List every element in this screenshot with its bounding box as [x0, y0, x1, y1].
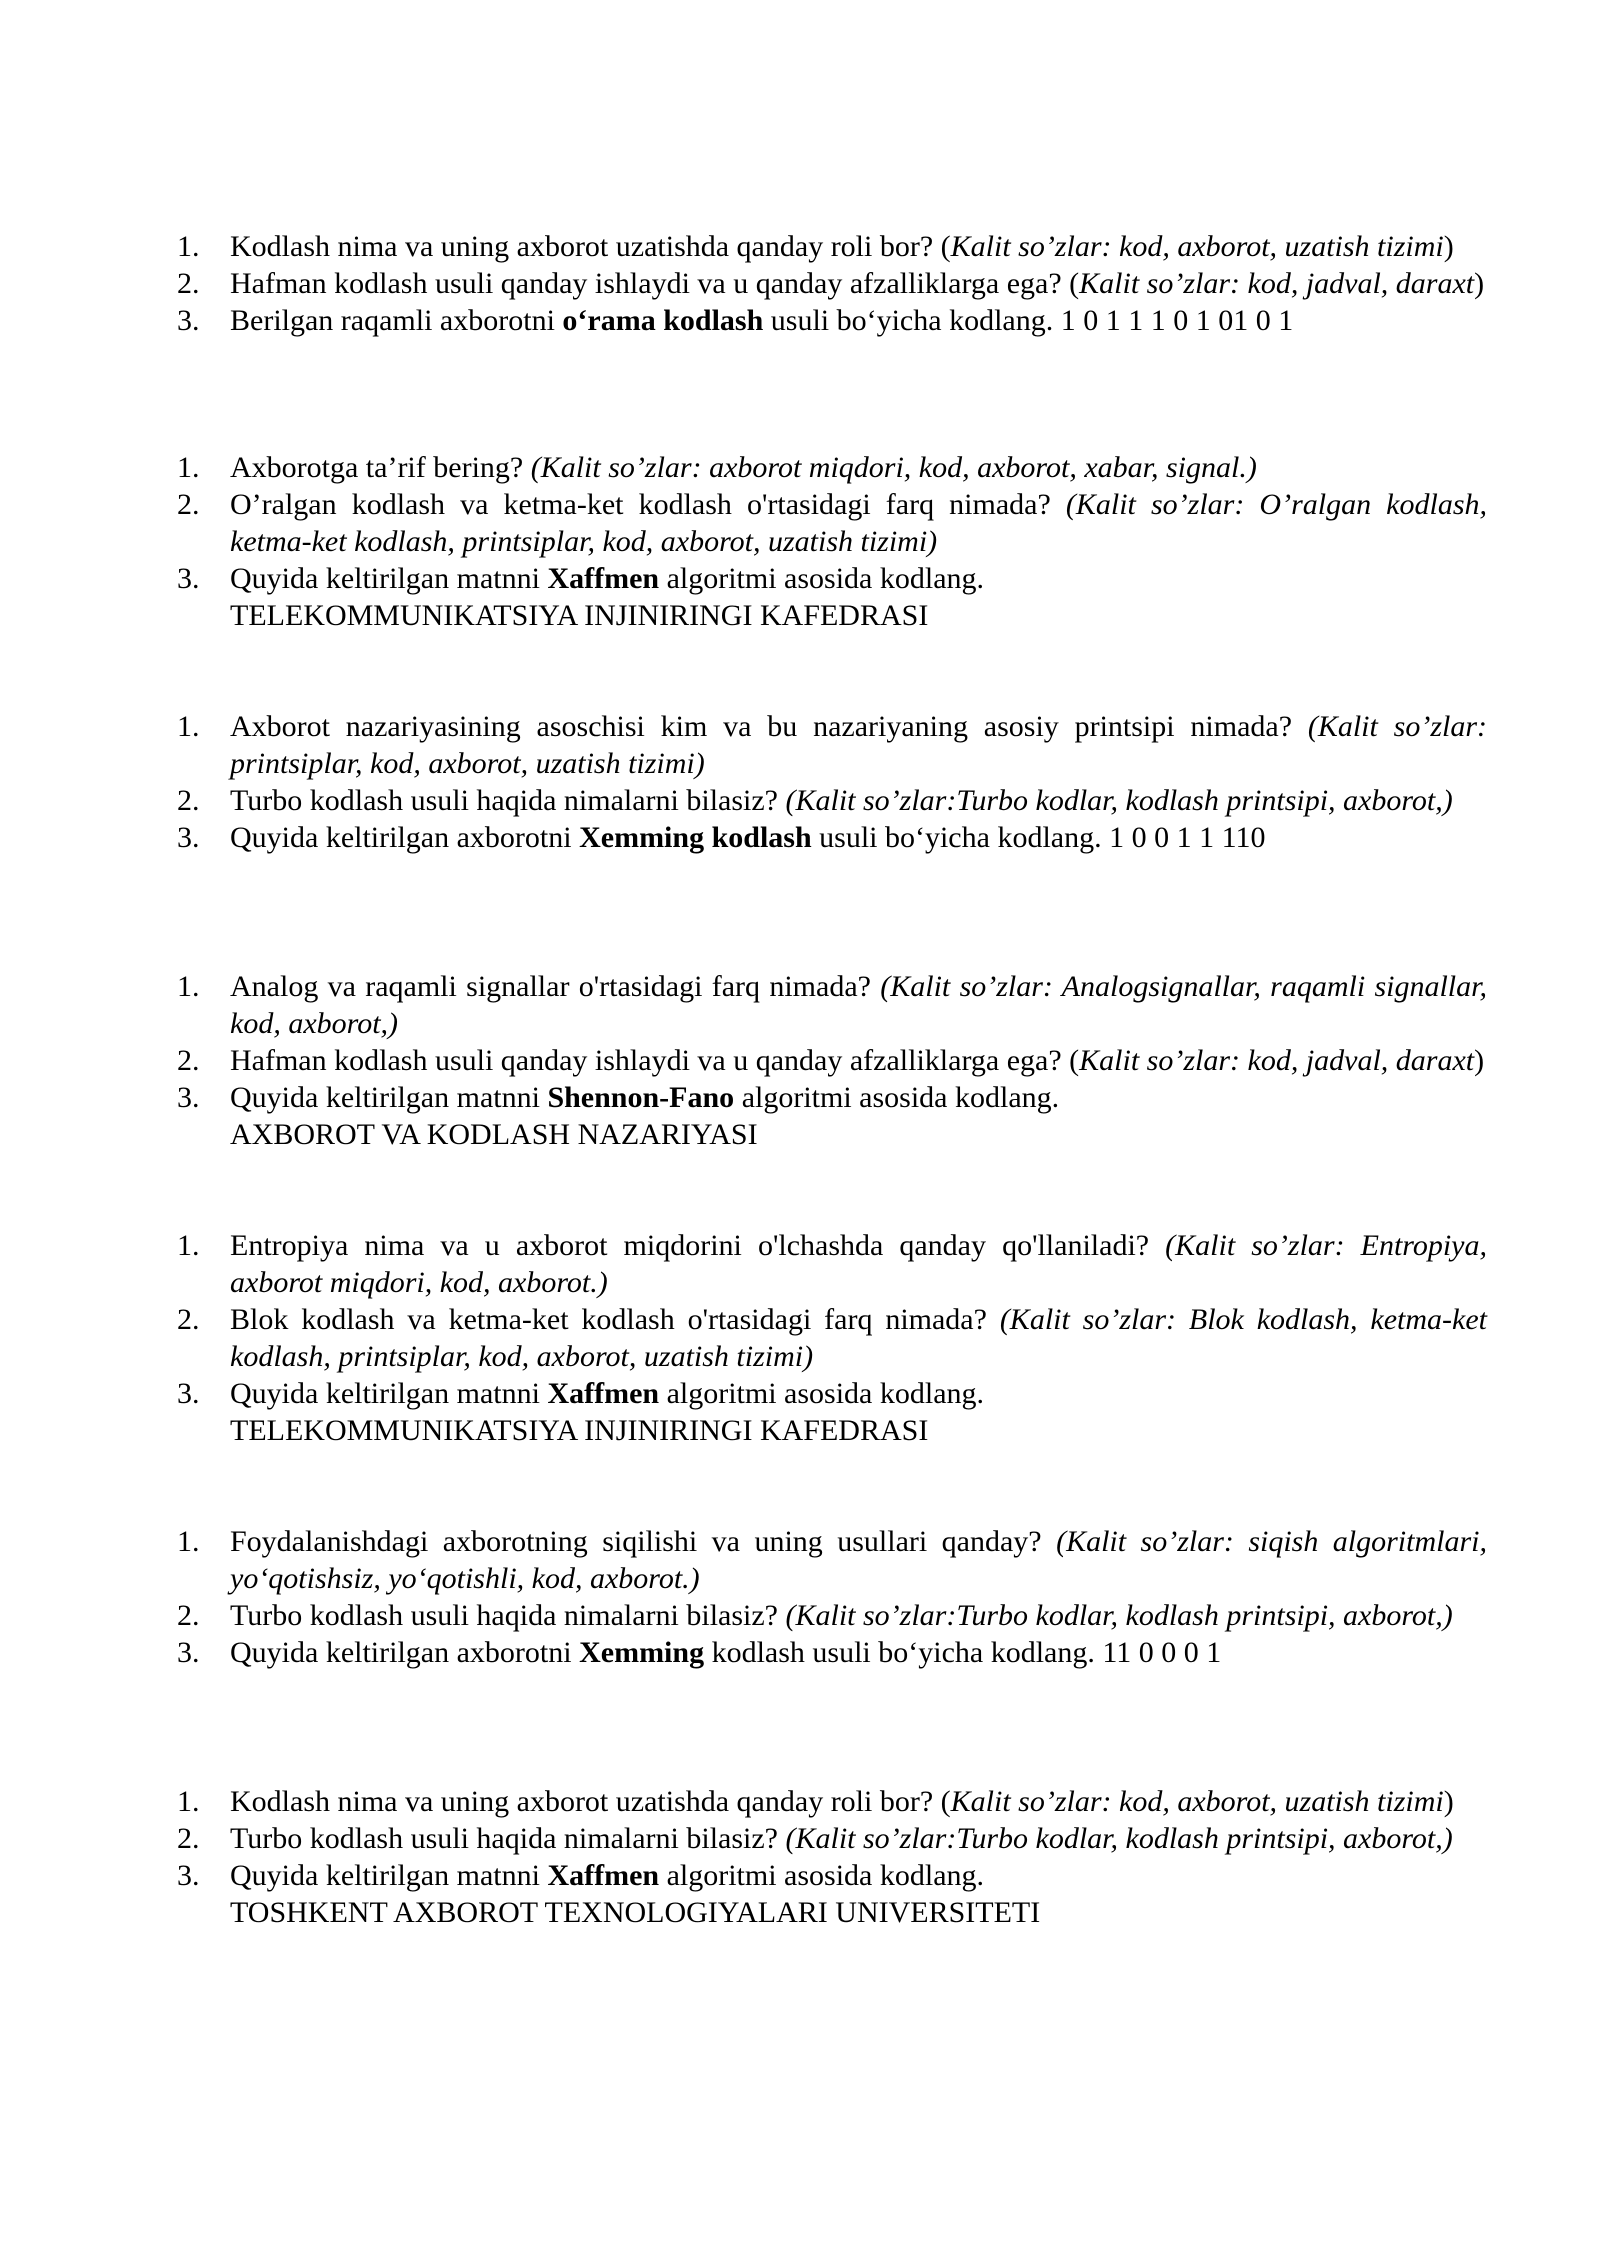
- question-item: [177, 1597, 1487, 1634]
- question-text: Quyida keltirilgan matnni Xaffmen algoritmi asosida kodlang.: [230, 562, 985, 595]
- question-text: O’ralgan kodlash va ketma-ket kodlash o'rtasidagi farq nimada? (Kalit so’zlar: O’ralgan kodlash, ketma-ket kodlash, printsiplar, kod, axborot, uzatish tizimi): [230, 488, 1488, 558]
- question-number: 1.: [177, 970, 200, 1003]
- question-text: Turbo kodlash usuli haqida nimalarni bilasiz? (Kalit so’zlar:Turbo kodlar, kodlash printsipi, axborot,): [230, 1822, 1453, 1855]
- question-number: 3.: [177, 1081, 200, 1114]
- question-text: Kodlash nima va uning axborot uzatishda qanday roli bor? (Kalit so’zlar: kod, axborot, uzatish tizimi): [230, 1785, 1454, 1818]
- question-item: [177, 1523, 1487, 1597]
- question-text: Quyida keltirilgan matnni Shennon-Fano algoritmi asosida kodlang.: [230, 1081, 1060, 1114]
- question-text: Turbo kodlash usuli haqida nimalarni bilasiz? (Kalit so’zlar:Turbo kodlar, kodlash printsipi, axborot,): [230, 784, 1453, 817]
- question-item: [177, 819, 1487, 856]
- question-item: [177, 1783, 1487, 1820]
- question-number: 3.: [177, 1636, 200, 1669]
- question-item: [177, 1375, 1487, 1412]
- question-item: [177, 782, 1487, 819]
- question-item: [177, 708, 1487, 782]
- question-item: [177, 265, 1487, 302]
- question-item: [177, 302, 1487, 339]
- question-text: Quyida keltirilgan matnni Xaffmen algoritmi asosida kodlang.: [230, 1377, 985, 1410]
- question-number: 3.: [177, 304, 200, 337]
- question-number: 2.: [177, 488, 200, 521]
- question-item: [177, 228, 1487, 265]
- question-number: 3.: [177, 562, 200, 595]
- question-text: Kodlash nima va uning axborot uzatishda qanday roli bor? (Kalit so’zlar: kod, axborot, uzatish tizimi): [230, 230, 1454, 263]
- question-set-6: [177, 1523, 1487, 1671]
- question-item: [177, 1227, 1487, 1301]
- question-item: [177, 968, 1487, 1042]
- question-item: [177, 1857, 1487, 1894]
- question-set-1: [177, 228, 1487, 339]
- question-item: [177, 1820, 1487, 1857]
- question-text: Hafman kodlash usuli qanday ishlaydi va u qanday afzalliklarga ega? (Kalit so’zlar: kod, jadval, daraxt): [230, 267, 1485, 300]
- question-text: Quyida keltirilgan axborotni Xemming kodlash usuli bo‘yicha kodlang. 1 0 0 1 1 110: [230, 821, 1266, 854]
- question-set-5: [177, 1227, 1487, 1449]
- question-number: 3.: [177, 1377, 200, 1410]
- question-number: 1.: [177, 1525, 200, 1558]
- question-item: [177, 486, 1487, 560]
- text-to-encode: TELEKOMMUNIKATSIYA INJINIRINGI KAFEDRASI: [230, 599, 929, 632]
- question-set-7: [177, 1783, 1487, 1931]
- question-number: 3.: [177, 821, 200, 854]
- question-item: [177, 1042, 1487, 1079]
- question-number: 2.: [177, 1599, 200, 1632]
- question-item: [177, 1079, 1487, 1116]
- question-number: 2.: [177, 267, 200, 300]
- question-set-3: [177, 708, 1487, 856]
- question-text: Blok kodlash va ketma-ket kodlash o'rtasidagi farq nimada? (Kalit so’zlar: Blok kodlash, ketma-ket kodlash, printsiplar, kod, axborot, uzatish tizimi): [230, 1303, 1488, 1373]
- question-text: Analog va raqamli signallar o'rtasidagi farq nimada? (Kalit so’zlar: Analogsignallar, raqamli signallar, kod, axborot,): [230, 970, 1487, 1040]
- question-text: Axborotga ta’rif bering? (Kalit so’zlar: axborot miqdori, kod, axborot, xabar, signal.): [230, 451, 1257, 484]
- question-number: 2.: [177, 784, 200, 817]
- question-number: 1.: [177, 710, 200, 743]
- question-text: Quyida keltirilgan axborotni Xemming kodlash usuli bo‘yicha kodlang. 11 0 0 0 1: [230, 1636, 1222, 1669]
- text-to-encode: TOSHKENT AXBOROT TEXNOLOGIYALARI UNIVERSITETI: [230, 1896, 1041, 1929]
- question-number: 1.: [177, 230, 200, 263]
- question-text: Entropiya nima va u axborot miqdorini o'lchashda qanday qo'llaniladi? (Kalit so’zlar: Entropiya, axborot miqdori, kod, axborot.): [230, 1229, 1487, 1299]
- question-set-4: [177, 968, 1487, 1153]
- question-number: 2.: [177, 1044, 200, 1077]
- question-item: [177, 1301, 1487, 1375]
- question-number: 1.: [177, 1229, 200, 1262]
- question-text: Foydalanishdagi axborotning siqilishi va uning usullari qanday? (Kalit so’zlar: siqish algoritmlari, yo‘qotishsiz, yo‘qotishli, kod, axborot.): [230, 1525, 1487, 1595]
- question-number: 2.: [177, 1303, 200, 1336]
- text-to-encode: TELEKOMMUNIKATSIYA INJINIRINGI KAFEDRASI: [230, 1414, 929, 1447]
- question-item: [177, 560, 1487, 597]
- text-to-encode: AXBOROT VA KODLASH NAZARIYASI: [230, 1118, 758, 1151]
- question-number: 1.: [177, 1785, 200, 1818]
- question-text: Turbo kodlash usuli haqida nimalarni bilasiz? (Kalit so’zlar:Turbo kodlar, kodlash printsipi, axborot,): [230, 1599, 1453, 1632]
- question-text: Berilgan raqamli axborotni o‘rama kodlash usuli bo‘yicha kodlang. 1 0 1 1 1 0 1 01 0 1: [230, 304, 1294, 337]
- question-text: Hafman kodlash usuli qanday ishlaydi va u qanday afzalliklarga ega? (Kalit so’zlar: kod, jadval, daraxt): [230, 1044, 1485, 1077]
- question-text: Axborot nazariyasining asoschisi kim va bu nazariyaning asosiy printsipi nimada? (Kalit so’zlar: printsiplar, kod, axborot, uzatish tizimi): [230, 710, 1487, 780]
- question-text: Quyida keltirilgan matnni Xaffmen algoritmi asosida kodlang.: [230, 1859, 985, 1892]
- question-number: 1.: [177, 451, 200, 484]
- question-set-2: [177, 449, 1487, 634]
- question-item: [177, 1634, 1487, 1671]
- question-item: [177, 449, 1487, 486]
- question-number: 2.: [177, 1822, 200, 1855]
- question-number: 3.: [177, 1859, 200, 1892]
